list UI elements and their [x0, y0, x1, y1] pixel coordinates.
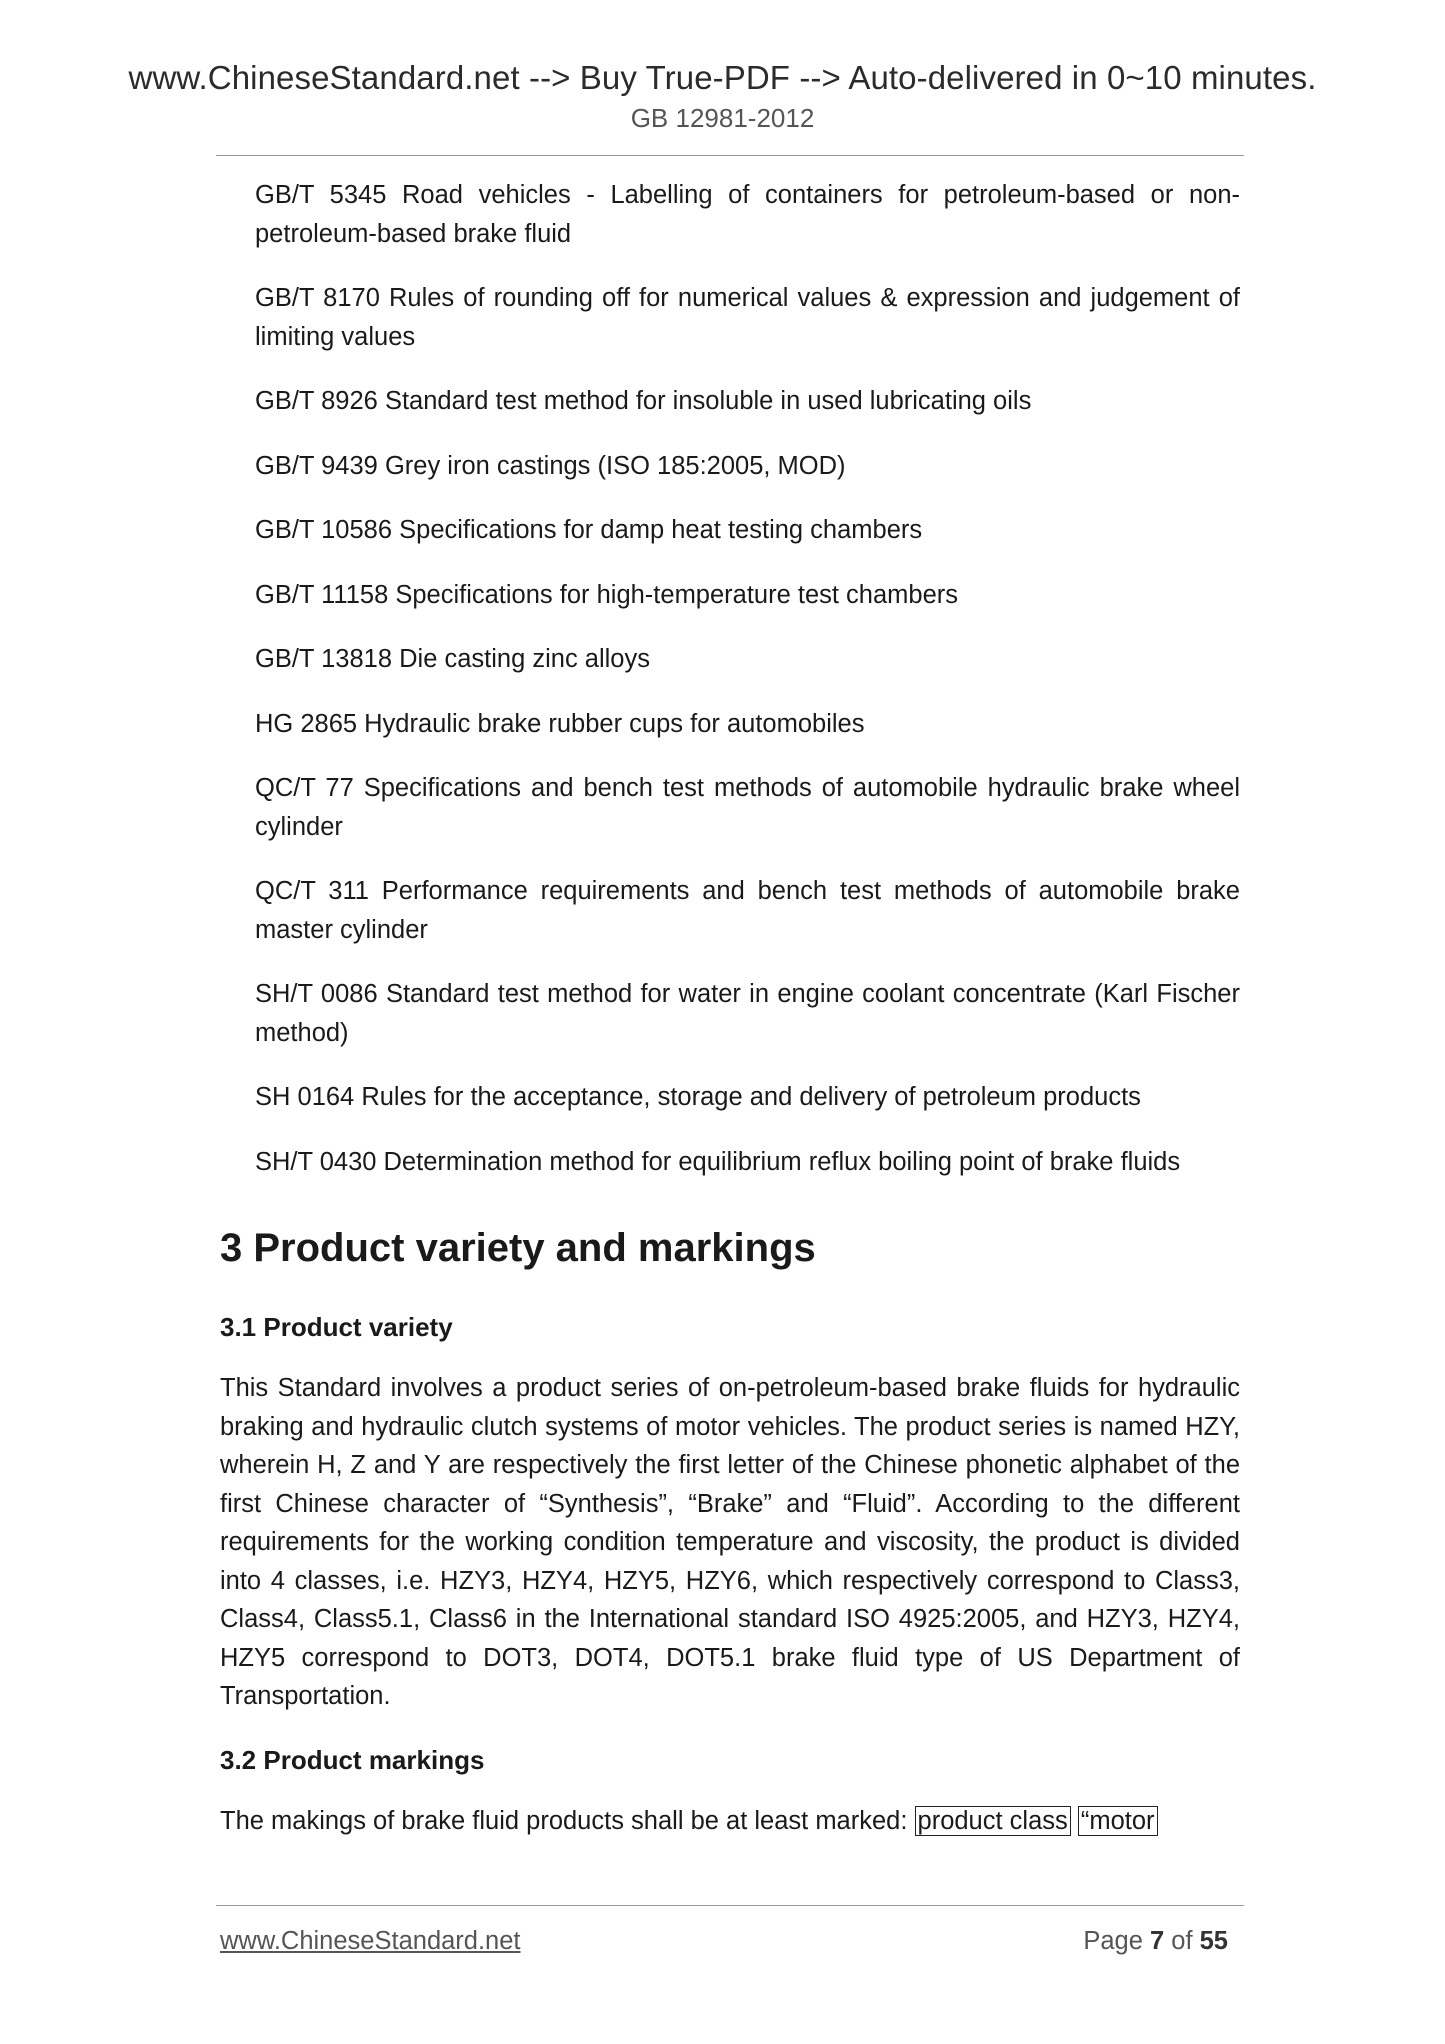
page-number: Page 7 of 55	[1083, 1927, 1228, 1955]
boxed-term-product-class: product class	[915, 1806, 1071, 1836]
section-heading: 3 Product variety and markings	[220, 1226, 816, 1270]
reference-item: QC/T 311 Performance requirements and bench test methods of automobile brake master cylinder	[255, 877, 1240, 944]
reference-item: SH/T 0086 Standard test method for water in engine coolant concentrate (Karl Fischer method)	[255, 980, 1240, 1047]
document-body	[220, 176, 1240, 1866]
page-header	[0, 58, 1445, 134]
reference-item: GB/T 8170 Rules of rounding off for numerical values & expression and judgement of limiting values	[255, 284, 1240, 351]
markings-lead-text: The makings of brake fluid products shall be at least marked:	[220, 1806, 915, 1835]
reference-item: SH/T 0430 Determination method for equilibrium reflux boiling point of brake fluids	[255, 1147, 1181, 1176]
reference-item: QC/T 77 Specifications and bench test methods of automobile hydraulic brake wheel cylinder	[255, 774, 1240, 841]
subsection-heading-product-markings: 3.2 Product markings	[220, 1744, 485, 1775]
reference-item: GB/T 5345 Road vehicles - Labelling of containers for petroleum-based or non-petroleum-based brake fluid	[255, 181, 1240, 248]
subsection-heading-product-variety: 3.1 Product variety	[220, 1312, 453, 1342]
reference-item: GB/T 13818 Die casting zinc alloys	[255, 645, 650, 673]
product-variety-paragraph: This Standard involves a product series of on-petroleum-based brake fluids for hydraulic braking and hydraulic clutch systems of motor vehicles. The product series is named HZY, wherein H, Z and Y are respectively the first letter of the Chinese phonetic alphabet of the first Chinese character of “Synthesis”, “Brake” and “Fluid”. According to the different requirements for the working condition temperature and viscosity, the product is divided into 4 classes, i.e. HZY3, HZY4, HZY5, HZY6, which respectively correspond to Class3, Class4, Class5.1, Class6 in the International standard ISO 4925:2005, and HZY3, HZY4, HZY5 correspond to DOT3, DOT4, DOT5.1 brake fluid type of US Department of Transportation.	[220, 1374, 1240, 1710]
header-divider	[216, 155, 1244, 156]
header-banner: www.ChineseStandard.net --> Buy True-PDF --> Auto-delivered in 0~10 minutes.	[128, 59, 1317, 96]
reference-item: GB/T 8926 Standard test method for insoluble in used lubricating oils	[255, 387, 1032, 415]
product-markings-paragraph	[220, 1802, 1240, 1841]
reference-item: GB/T 11158 Specifications for high-temperature test chambers	[255, 580, 959, 609]
total-pages: 55	[1199, 1927, 1228, 1955]
reference-item: SH 0164 Rules for the acceptance, storage and delivery of petroleum products	[255, 1083, 1141, 1111]
normative-references-list	[220, 176, 1240, 1181]
reference-item: GB/T 10586 Specifications for damp heat testing chambers	[255, 516, 923, 544]
reference-item: HG 2865 Hydraulic brake rubber cups for automobiles	[255, 709, 865, 738]
footer-divider	[216, 1905, 1244, 1906]
standard-code: GB 12981-2012	[630, 103, 815, 133]
reference-item: GB/T 9439 Grey iron castings (ISO 185:2005, MOD)	[255, 451, 846, 480]
boxed-term-motor: “motor	[1078, 1806, 1158, 1836]
current-page: 7	[1150, 1927, 1165, 1955]
footer-site-link[interactable]: www.ChineseStandard.net	[220, 1927, 521, 1955]
